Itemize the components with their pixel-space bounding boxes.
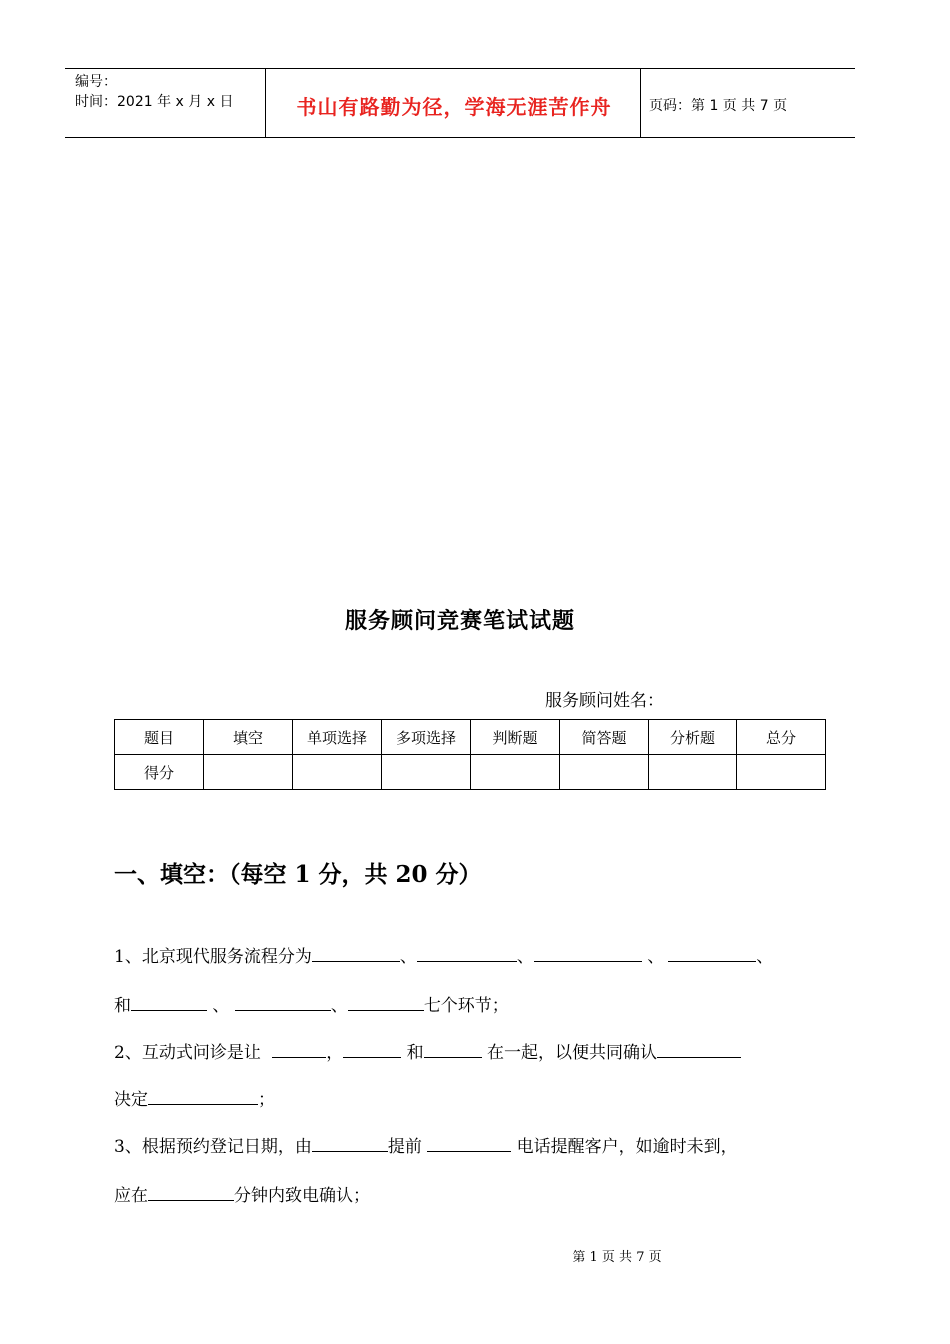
question-text: 电话提醒客户，如逾时未到，	[511, 1137, 738, 1157]
header-divider	[640, 69, 641, 137]
document-time-label: 时间：2021 年 x 月 x 日	[75, 94, 234, 110]
score-table	[114, 719, 826, 790]
table-header-cell: 判断题	[471, 720, 560, 755]
header-divider	[265, 69, 266, 137]
question-2-line-1	[114, 1038, 741, 1063]
question-text: 1、北京现代服务流程分为	[114, 947, 312, 967]
separator: 、	[399, 947, 417, 967]
score-row-label: 得分	[115, 755, 204, 790]
answer-blank[interactable]	[235, 992, 331, 1011]
answer-blank[interactable]	[427, 1133, 511, 1152]
table-header-cell: 简答题	[560, 720, 649, 755]
table-header-cell: 题目	[115, 720, 204, 755]
table-header-cell: 单项选择	[293, 720, 382, 755]
answer-blank[interactable]	[312, 943, 400, 962]
table-header-cell: 分析题	[649, 720, 737, 755]
score-cell[interactable]	[204, 755, 293, 790]
question-3-line-1	[114, 1132, 738, 1157]
separator: 和	[401, 1043, 424, 1063]
answer-blank[interactable]	[534, 943, 642, 962]
question-3-line-2	[114, 1181, 370, 1206]
score-table-header-row	[115, 720, 826, 755]
question-text: 在一起，以便共同确认	[481, 1043, 658, 1063]
separator: 、	[756, 947, 774, 967]
answer-blank[interactable]	[148, 1182, 234, 1201]
question-1-line-2	[114, 991, 509, 1016]
answer-blank[interactable]	[343, 1039, 401, 1058]
score-cell[interactable]	[382, 755, 471, 790]
question-text: 和	[114, 996, 131, 1016]
answer-blank[interactable]	[348, 992, 424, 1011]
answer-blank[interactable]	[657, 1039, 741, 1058]
table-header-cell: 填空	[204, 720, 293, 755]
header-meta	[75, 72, 233, 112]
page-title: 服务顾问竞赛笔试试题	[344, 609, 575, 634]
score-cell[interactable]	[560, 755, 649, 790]
score-cell[interactable]	[471, 755, 560, 790]
examinee-name-label: 服务顾问姓名：	[545, 691, 664, 711]
score-cell[interactable]	[649, 755, 737, 790]
document-number-label: 编号：	[75, 74, 117, 90]
score-cell[interactable]	[293, 755, 382, 790]
header-page-info: 页码：第 1 页 共 7 页	[649, 98, 788, 114]
page-footer: 第 1 页 共 7 页	[572, 1250, 662, 1265]
answer-blank[interactable]	[272, 1039, 326, 1058]
question-text: 3、根据预约登记日期，由	[114, 1137, 312, 1157]
answer-blank[interactable]	[417, 943, 517, 962]
answer-blank[interactable]	[424, 1039, 482, 1058]
question-text: 决定	[114, 1090, 148, 1110]
separator: 、	[641, 947, 665, 967]
score-cell[interactable]	[737, 755, 826, 790]
question-text: 分钟内致电确认；	[234, 1186, 370, 1206]
answer-blank[interactable]	[312, 1133, 388, 1152]
question-1-line-1	[114, 942, 773, 967]
question-text: 应在	[114, 1186, 148, 1206]
table-header-cell: 总分	[737, 720, 826, 755]
question-2-line-2	[114, 1085, 275, 1110]
answer-blank[interactable]	[148, 1086, 258, 1105]
section-heading: 一、填空：（每空 1 分，共 20 分）	[114, 861, 482, 888]
table-header-cell: 多项选择	[382, 720, 471, 755]
question-text: 七个环节；	[423, 996, 509, 1016]
question-text: ；	[258, 1090, 275, 1110]
separator: ，	[326, 1043, 344, 1063]
answer-blank[interactable]	[131, 992, 207, 1011]
separator: 、	[330, 996, 348, 1016]
header-motto: 书山有路勤为径，学海无涯苦作舟	[296, 95, 612, 119]
score-table-row	[115, 755, 826, 790]
answer-blank[interactable]	[668, 943, 756, 962]
separator: 、	[207, 996, 235, 1016]
separator: 、	[516, 947, 534, 967]
question-text: 提前	[387, 1137, 428, 1157]
page-header	[65, 68, 855, 138]
question-text: 2、互动式问诊是让	[114, 1043, 267, 1063]
